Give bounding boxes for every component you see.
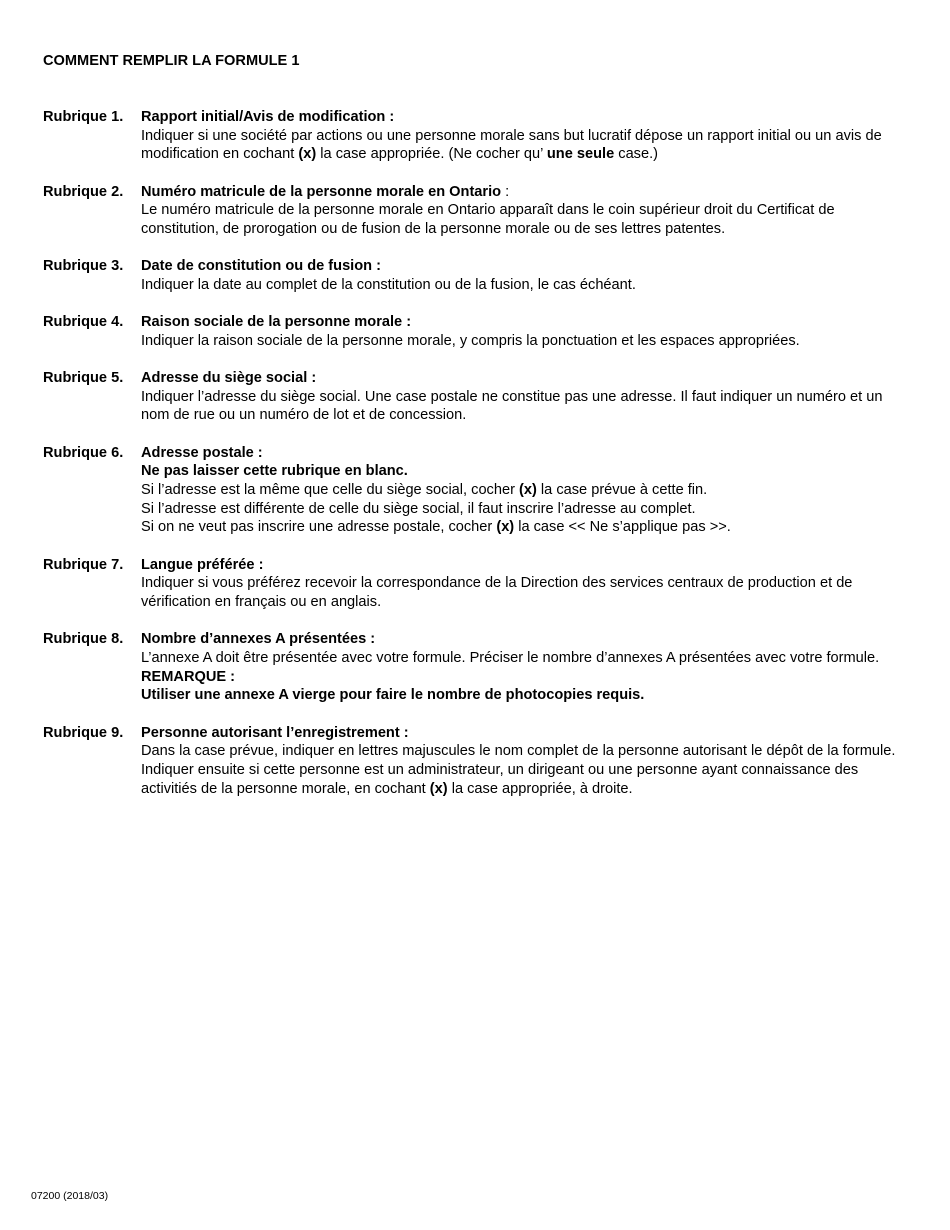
section-body	[141, 313, 913, 350]
section-heading: Adresse postale :	[141, 444, 263, 461]
section-number: Rubrique 6.	[43, 444, 124, 461]
section-heading: Personne autorisant l’enregistrement :	[141, 724, 409, 741]
form-number: 07200 (2018/03)	[31, 1190, 109, 1202]
text-part: Indiquer si une société par actions ou une personne morale sans but lucratif dépose un rapport initial ou un avis de modification en cochant	[141, 127, 882, 163]
section-number: Rubrique 9.	[43, 724, 124, 741]
section-heading: Numéro matricule de la personne morale en Ontario	[141, 183, 502, 200]
section-heading: Adresse du siège social :	[141, 370, 317, 387]
text-part: Si on ne veut pas inscrire une adresse postale, cocher	[141, 519, 497, 536]
section-text: Le numéro matricule de la personne morale en Ontario apparaît dans le coin supérieur droit du Certificat de constitution, de prorogation ou de fusion de la personne morale ou de ses lettres patentes.	[141, 202, 835, 238]
section-heading: Raison sociale de la personne morale :	[141, 314, 412, 331]
section-text: L’annexe A doit être présentée avec votre formule. Préciser le nombre d’annexes A présentées avec votre formule.	[141, 649, 880, 666]
text-part: Si l’adresse est la même que celle du siège social, cocher	[141, 482, 520, 499]
section-body	[141, 556, 913, 612]
text-bold: (x)	[298, 146, 317, 163]
page-title: COMMENT REMPLIR LA FORMULE 1	[43, 53, 300, 69]
section-text	[141, 742, 913, 798]
section-heading: Langue préférée :	[141, 556, 264, 573]
section-body	[141, 630, 913, 705]
section-number: Rubrique 5.	[43, 370, 124, 387]
section-text: Indiquer la raison sociale de la personne morale, y compris la ponctuation et les espaces appropriées.	[141, 332, 800, 349]
section-line	[141, 518, 913, 537]
text-part: la case << Ne s’applique pas >>.	[514, 519, 731, 536]
section-number: Rubrique 8.	[43, 631, 124, 648]
text-part: la case appropriée. (Ne cocher qu’	[316, 146, 547, 163]
text-bold: (x)	[496, 519, 515, 536]
section-subheading: Ne pas laisser cette rubrique en blanc.	[141, 463, 408, 480]
section-line	[141, 481, 913, 500]
section-heading: Date de constitution ou de fusion :	[141, 258, 381, 275]
section-9	[43, 724, 913, 799]
section-2	[43, 183, 913, 239]
section-text	[141, 127, 913, 164]
section-3	[43, 257, 913, 294]
section-number: Rubrique 2.	[43, 183, 124, 200]
section-number: Rubrique 7.	[43, 556, 124, 573]
section-6	[43, 444, 913, 538]
text-part: la case appropriée, à droite.	[447, 780, 633, 797]
remark-label: REMARQUE :	[141, 668, 236, 685]
section-8	[43, 630, 913, 705]
section-text: Indiquer l’adresse du siège social. Une case postale ne constitue pas une adresse. Il faut indiquer un numéro et un nom de rue ou un numéro de lot et de concession.	[141, 388, 883, 424]
section-body	[141, 724, 913, 799]
section-7	[43, 556, 913, 612]
section-text: Indiquer si vous préférez recevoir la correspondance de la Direction des services centraux de production et de vérification en français ou en anglais.	[141, 575, 853, 611]
section-line: Si l’adresse est différente de celle du siège social, il faut inscrire l’adresse au complet.	[141, 500, 696, 517]
section-number: Rubrique 4.	[43, 314, 124, 331]
section-number: Rubrique 3.	[43, 258, 124, 275]
text-bold: (x)	[429, 780, 448, 797]
section-number: Rubrique 1.	[43, 109, 124, 125]
remark-text: Utiliser une annexe A vierge pour faire le nombre de photocopies requis.	[141, 687, 645, 704]
section-body	[141, 444, 913, 538]
section-body	[141, 108, 913, 164]
section-body	[141, 369, 913, 425]
text-part: la case prévue à cette fin.	[536, 482, 708, 499]
section-heading: Rapport initial/Avis de modification :	[141, 109, 395, 125]
instructions-list	[43, 108, 913, 817]
section-5	[43, 369, 913, 425]
heading-suffix: :	[501, 183, 510, 200]
text-part: Dans la case prévue, indiquer en lettres majuscules le nom complet de la personne autorisant le dépôt de la formule. Indiquer ensuite si cette personne est un administrateur, un dirigeant ou une personne ayant connaissance des activitiés de la personne morale, en cochant	[141, 743, 896, 797]
section-body	[141, 257, 913, 294]
section-heading: Nombre d’annexes A présentées :	[141, 631, 376, 648]
section-body	[141, 183, 913, 239]
section-1	[43, 108, 913, 164]
section-heading-line	[141, 183, 913, 202]
section-4	[43, 313, 913, 350]
text-bold: (x)	[519, 482, 537, 499]
text-bold: une seule	[546, 146, 615, 163]
section-text: Indiquer la date au complet de la constitution ou de la fusion, le cas échéant.	[141, 276, 636, 293]
text-part: case.)	[614, 146, 659, 163]
